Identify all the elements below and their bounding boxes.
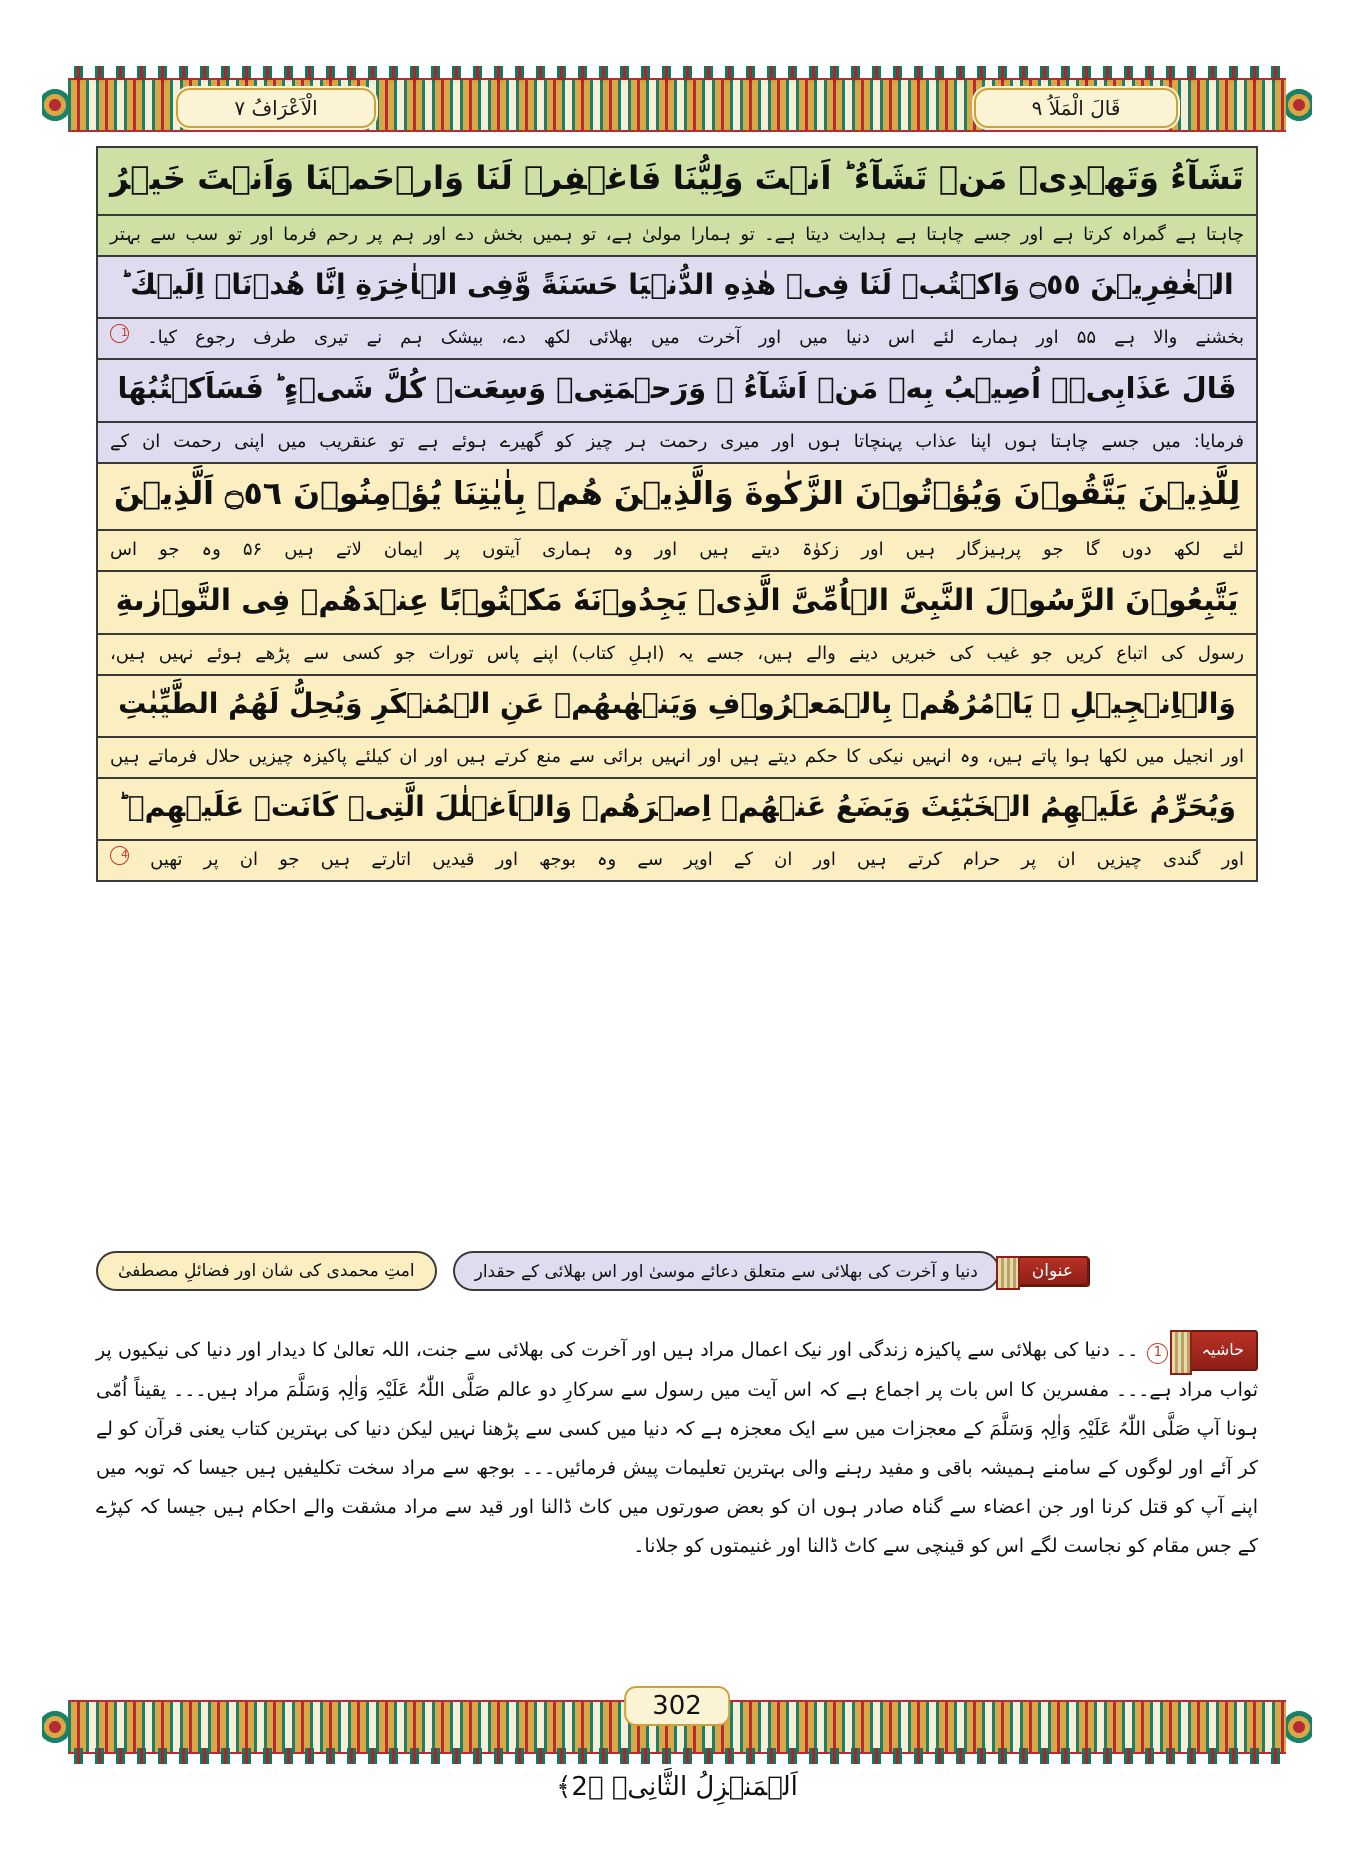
footnote-text: ۔۔ دنیا کی بھلائی سے پاکیزہ زندگی اور نیک اعمال مراد ہیں اور آخرت کی بھلائی سے جنت، اللہ تعالیٰ کا دیدار اور دنیا کی نیکیوں پر ثواب مراد ہے۔۔۔ مفسرین کا اس بات پر اجماع ہے کہ اس آیت میں رسول سے سرکارِ دو عالم صَلَّی اللّٰہُ عَلَیْہِ وَاٰلِہٖ وَسَلَّمَ مراد ہیں۔۔۔ یقیناً اُمّی ہونا آپ صَلَّی اللّٰہُ عَلَیْہِ وَاٰلِہٖ وَسَلَّمَ کے معجزات میں سے ایک معجزہ ہے کہ دنیا میں کسی سے پڑھنا نہیں لیکن دنیا کی بہترین کتاب یعنی قرآن کو لے کر آئے اور لوگوں کے سامنے ہمیشہ باقی و مفید رہنے والی بہترین تعلیمات پیش فرمائیں۔۔۔ بوجھ سے مراد سخت تکلیفیں ہیں جیسا کہ توبہ میں اپنے آپ کو قتل کرنا اور جن اعضاء سے گناہ صادر ہوں ان کو بعض صورتوں میں کاٹ ڈالنا اور قید سے مراد مشقت والے احکام ہیں جیسا کہ کپڑے کے جس مقام کو نجاست لگے اس کو قینچی سے کاٹ ڈالنا اور غنیمتوں کو جلانا۔: [96, 1338, 1258, 1557]
surah-name-label: الْاَعْرَافُ ٧: [234, 96, 318, 120]
unwan-row: [96, 1248, 1258, 1294]
verse-table: [96, 146, 1258, 882]
urdu-translation: چاہتا ہے گمراہ کرتا ہے اور جسے چاہتا ہے ہدایت دیتا ہے۔ تو ہمارا مولیٰ ہے، تو ہمیں بخش دے اور ہم پر رحم فرما اور تو سب سے بہتر: [98, 214, 1256, 255]
arabic-text: يَتَّبِعُوۡنَ الرَّسُوۡلَ النَّبِىَّ الۡاُمِّىَّ الَّذِىۡ يَجِدُوۡنَهٗ مَكۡتُوۡبًا عِنۡدَهُمۡ فِى التَّوۡرٰٮةِ: [98, 572, 1256, 634]
verse-row: [98, 257, 1256, 360]
urdu-text: اور گندی چیزیں ان پر حرام کرتے ہیں اور ان کے اوپر سے وہ بوجھ اور قیدیں اتارتے ہیں جو ان پر تھیں: [150, 849, 1244, 871]
arabic-text: الۡغٰفِرِيۡنَ ۝٥٥ وَاكۡتُبۡ لَنَا فِىۡ هٰذِهِ الدُّنۡيَا حَسَنَةً وَّفِى الۡاٰخِرَةِ اِنَّا هُدۡنَاۤ اِلَيۡكَ ؕ: [98, 257, 1256, 317]
unwan-tag: عنوان: [1016, 1256, 1089, 1286]
urdu-translation: اور انجیل میں لکھا ہوا پاتے ہیں، وہ انہیں نیکی کا حکم دیتے ہیں اور انہیں برائی سے منع کرتے ہیں اور ان کیلئے پاکیزہ چیزیں حلال فرماتے ہیں: [98, 736, 1256, 777]
footnote-number-1[interactable]: 1: [1147, 1343, 1168, 1364]
verse-row: [98, 779, 1256, 882]
verse-row: [98, 148, 1256, 257]
urdu-text: بخشنے والا ہے ۵۵ اور ہمارے لئے اس دنیا میں اور آخرت میں بھلائی لکھ دے، بیشک ہم نے تیری طرف رجوع کیا۔: [147, 326, 1244, 348]
footnote-block: [96, 1330, 1258, 1565]
verse-row: [98, 572, 1256, 677]
arabic-text: تَشَآءُ وَتَهۡدِىۡ مَنۡ تَشَآءُ ؕ اَنۡتَ وَلِيُّنَا فَاغۡفِرۡ لَنَا وَارۡحَمۡنَا وَاَنۡتَ خَيۡرُ: [98, 148, 1256, 214]
juz-name-label: قَالَ الْمَلَاُ ٩: [1031, 96, 1121, 120]
hashiya-tag: حاشیہ: [1188, 1330, 1258, 1371]
juz-name-cartouche: [974, 88, 1178, 128]
arabic-text: وَيُحَرِّمُ عَلَيۡهِمُ الۡخَبٰٓئِثَ وَيَضَعُ عَنۡهُمۡ اِصۡرَهُمۡ وَالۡاَغۡلٰلَ الَّتِىۡ كَانَتۡ عَلَيۡهِمۡ ؕ: [98, 779, 1256, 839]
arabic-text: قَالَ عَذَابِىۡۤ اُصِيۡبُ بِهٖ مَنۡ اَشَآءُ ۚ وَرَحۡمَتِىۡ وَسِعَتۡ كُلَّ شَىۡءٍ ؕ فَسَاَكۡتُبُهَا: [98, 360, 1256, 421]
verse-row: [98, 360, 1256, 464]
urdu-translation: [98, 839, 1256, 880]
unwan-item-2: امتِ محمدی کی شان اور فضائلِ مصطفیٰ: [96, 1251, 437, 1291]
page-number: 302: [624, 1686, 730, 1726]
bottom-ornament-teeth: [68, 1748, 1286, 1764]
urdu-translation: [98, 317, 1256, 358]
verse-row: [98, 464, 1256, 572]
urdu-translation: رسول کی اتباع کریں جو غیب کی خبریں دینے والے ہیں، جسے یہ (اہلِ کتاب) اپنے پاس تورات جو کسی سے پڑھے ہوئے نہیں ہیں،: [98, 633, 1256, 674]
footnote-paragraph: [96, 1330, 1258, 1565]
unwan-item-1: دنیا و آخرت کی بھلائی سے متعلق دعائے موسیٰ اور اس بھلائی کے حقدار: [453, 1251, 1000, 1291]
urdu-translation: لئے لکھ دوں گا جو پرہیزگار ہیں اور زکوٰۃ دیتے ہیں اور وہ ہماری آیتوں پر ایمان لاتے ہیں ۵۶ وہ جو اس: [98, 529, 1256, 570]
urdu-translation: فرمایا: میں جسے چاہتا ہوں اپنا عذاب پہنچاتا ہوں اور میری رحمت ہر چیز کو گھیرے ہوئے ہے تو عنقریب میں اپنی رحمت ان کے: [98, 421, 1256, 462]
verse-row: [98, 676, 1256, 779]
surah-name-cartouche: [176, 88, 376, 128]
footnote-marker-1[interactable]: 1: [110, 324, 129, 343]
manzil-label: اَلۡمَنۡزِلُ الثَّانِیۡ ﴿2﴾: [556, 1772, 798, 1802]
arabic-text: وَالۡاِنۡجِيۡلِ ۠ يَاۡمُرُهُمۡ بِالۡمَعۡرُوۡفِ وَيَنۡهٰٮهُمۡ عَنِ الۡمُنۡكَرِ وَيُحِلُّ لَهُمُ الطَّيِّبٰتِ: [98, 676, 1256, 736]
arabic-text: لِلَّذِيۡنَ يَتَّقُوۡنَ وَيُؤۡتُوۡنَ الزَّكٰوةَ وَالَّذِيۡنَ هُمۡ بِاٰيٰتِنَا يُؤۡمِنُوۡنَ ۝٥٦ اَلَّذِيۡنَ: [98, 464, 1256, 529]
footnote-marker-4[interactable]: 4: [110, 846, 129, 865]
